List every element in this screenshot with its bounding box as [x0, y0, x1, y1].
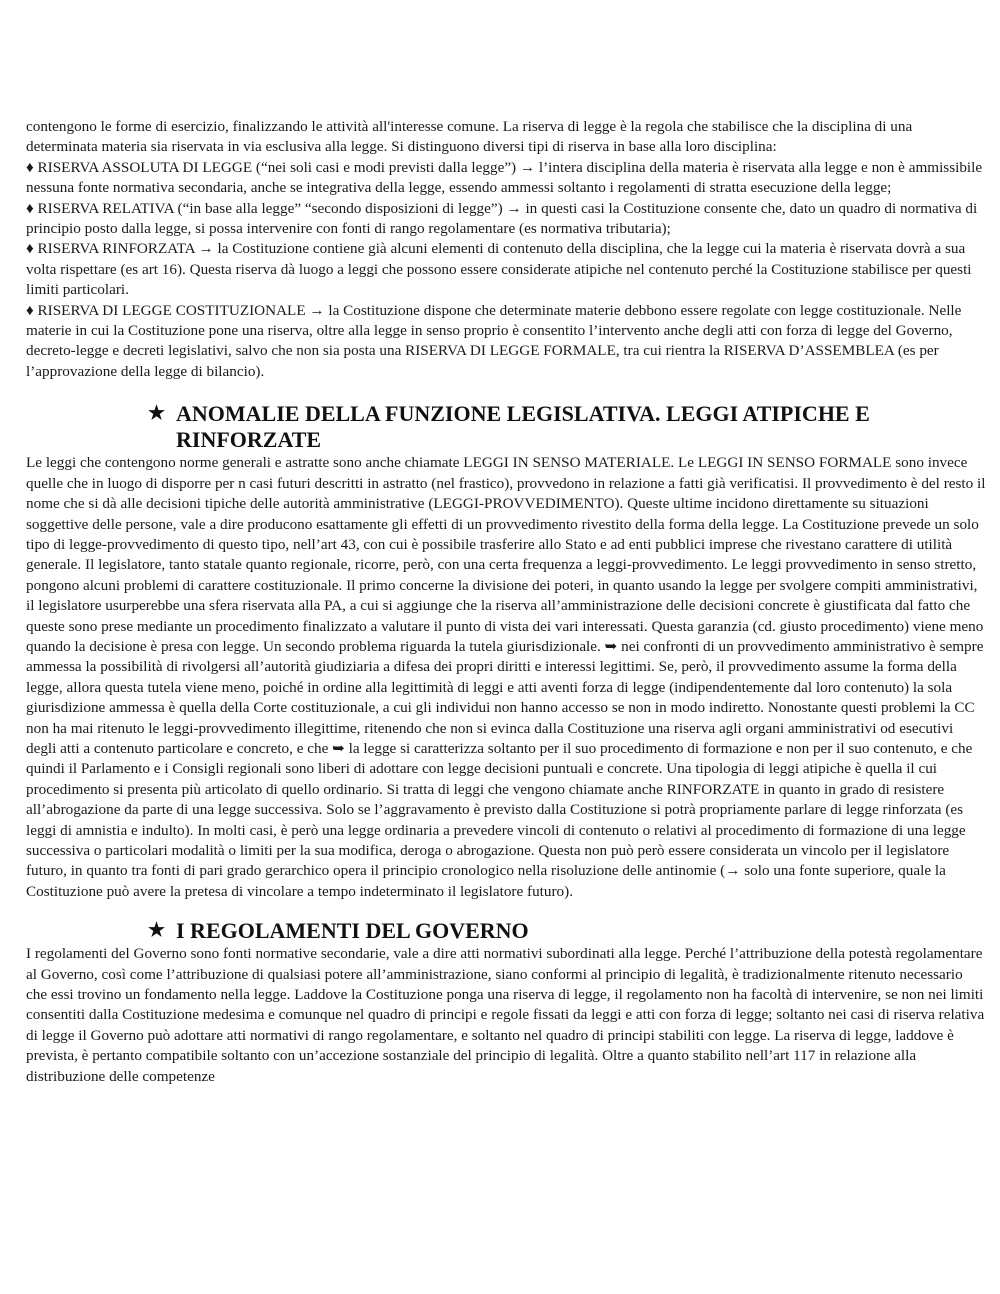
- document-page: [26, 117, 986, 1087]
- section-body-anomalie: Le leggi che contengono norme generali e astratte sono anche chiamate LEGGI IN SENSO MATERIALE. Le LEGGI IN SENSO FORMALE sono invece quelle che in luogo di disporre per n casi futuri descritti in astratto (nel frastico), provvedono in relazione a fatti già verificatisi. Il provvedimento è del resto il nome che si dà alle decisioni tipiche delle autorità amministrative (LEGGI-PROVVEDIMENTO). Queste ultime incidono direttamente su situazioni soggettive delle persone, vale a dire producono esattamente gli effetti di un provvedimento rivestito della forma della legge. La Costituzione prevede un solo tipo di legge-provvedimento di questo tipo, nell’art 43, con cui è possibile trasferire allo Stato e ad enti pubblici imprese che rivestano carattere di utilità generale. Il legislatore, tanto statale quanto regionale, ricorre, però, con una certa frequenza a leggi-provvedimento. Le leggi provvedimento in senso stretto, pongono alcuni problemi di carattere costituzionale. Il primo concerne la divisione dei poteri, in quanto usando la legge per svolgere compiti amministrativi, il legislatore usurperebbe una sfera riservata alla PA, a cui si aggiunge che la riserva all’amministrazione delle decisioni concrete è giustificata dal fatto che queste sono prese mediante un procedimento finalizzato a valutare il punto di vista dei vari interessati. Questa garanzia (cd. giusto procedimento) viene meno quando la decisione è presa con legge. Un secondo problema riguarda la tutela giurisdizionale. ➥ nei confronti di un provvedimento amministrativo è sempre ammessa la possibilità di rivolgersi all’autorità giudiziaria a difesa dei propri diritti e interessi legittimi. Se, però, il provvedimento assume la forma della legge, allora questa tutela viene meno, poiché in ordine alla legittimità di leggi e atti aventi forza di legge (indipendentemente dal loro contenuto) la sola giurisdizione ammessa è quella della Corte costituzionale, a cui gli individui non hanno accesso se non in modo indiretto. Nonostante questi problemi la CC non ha mai ritenuto le leggi-provvedimento illegittime, ritenendo che non si evinca dalla Costituzione una riserva agli organi amministrativi od esecutivi degli atti a contenuto particolare e concreto, e che ➥ la legge si caratterizza soltanto per il suo procedimento di formazione e non per il suo contenuto, e che quindi il Parlamento e i Consigli regionali sono liberi di adottare con legge decisioni puntuali e concrete. Una tipologia di leggi atipiche è quella il cui procedimento si presenta più articolato di quello ordinario. Si tratta di leggi che vengono chiamate anche RINFORZATE in quanto in grado di resistere all’abrogazione da parte di una legge successiva. Solo se l’aggravamento è previsto dalla Costituzione si potrà propriamente parlare di legge rinforzata (es leggi di amnistia e indulto). In molti casi, è però una legge ordinaria a prevedere vincoli di contenuto o relativi al procedimento di formazione di una legge successiva o particolari modalità o limiti per la sua modifica, deroga o abrogazione. Questa non può però essere considerata un vincolo per il legislatore futuro, in quanto tra fonti di pari grado gerarchico opera il principio cronologico nella risoluzione delle antinomie (→ solo una fonte superiore, quale la Costituzione può avere la pretesa di vincolare a tempo indeterminato il legislatore futuro).: [26, 454, 986, 900]
- section-body-regolamenti: I regolamenti del Governo sono fonti normative secondarie, vale a dire atti normativi subordinati alla legge. Perché l’attribuzione della potestà regolamentare al Governo, così come l’attribuzione di qualsiasi potere all’amministrazione, siano conformi al principio di legalità, è tradizionalmente ritenuto necessario che essi trovino un fondamento nella legge. Laddove la Costituzione ponga una riserva di legge, il regolamento non ha facoltà di intervenire, se non nei limiti consentiti dalla Costituzione medesima e comunque nel quadro di principi e regole fissati da leggi e atti con forza di legge; soltanto nei casi di riserva relativa di legge il Governo può adottare atti normativi di rango regolamentare, e soltanto nel quadro di principi stabiliti con legge. La riserva di legge, laddove è prevista, è pertanto compatibile soltanto con un’accezione sostanziale del principio di legalità. Oltre a quanto stabilito nell’art 117 in relazione alla distribuzione delle competenze: [26, 945, 985, 1085]
- section-title: I REGOLAMENTI DEL GOVERNO: [176, 918, 529, 944]
- riserva-rinforzata-item: ♦ RISERVA RINFORZATA → la Costituzione contiene già alcuni elementi di contenuto della disciplina, che la legge cui la materia è riservata dovrà a sua volta rispettare (es art 16). Questa riserva dà luogo a leggi che possono essere considerate atipiche nel contenuto perché la Costituzione stabilisce per questi limiti particolari.: [26, 240, 972, 299]
- star-icon: ★: [148, 403, 166, 425]
- riserva-relativa-item: ♦ RISERVA RELATIVA (“in base alla legge” “secondo disposizioni di legge”) → in questi casi la Costituzione consente che, dato un quadro di normativa di principio posto dalla legge, si possa intervenire con fonti di rango regolamentare (es normativa tributaria);: [26, 199, 978, 238]
- riserva-assoluta-item: ♦ RISERVA ASSOLUTA DI LEGGE (“nei soli casi e modi previsti dalla legge”) → l’intera disciplina della materia è riservata alla legge e non è ammissibile nessuna fonte normativa secondaria, anche se integrativa della legge, essendo ammessi soltanto i regolamenti di stratta esecuzione della legge;: [26, 158, 983, 197]
- star-icon: ★: [148, 920, 166, 942]
- section-heading-regolamenti: [26, 918, 986, 944]
- section-title: ANOMALIE DELLA FUNZIONE LEGISLATIVA. LEGGI ATIPICHE E RINFORZATE: [176, 401, 870, 453]
- section-heading-anomalie: [26, 401, 986, 453]
- intro-paragraph: contengono le forme di esercizio, finalizzando le attività all'interesse comune. La riserva di legge è la regola che stabilisce che la disciplina di una determinata materia sia riservata in via esclusiva alla legge. Si distinguono diversi tipi di riserva in base alla loro disciplina:: [26, 118, 913, 156]
- riserva-costituzionale-item: ♦ RISERVA DI LEGGE COSTITUZIONALE → la Costituzione dispone che determinate materie debbono essere regolate con legge costituzionale. Nelle materie in cui la Costituzione pone una riserva, oltre alla legge in senso proprio è consentito l’intervento anche degli atti con forza di legge del Governo, decreto-legge e decreti legislativi, salvo che non sia posta una RISERVA DI LEGGE FORMALE, tra cui rientra la RISERVA D’ASSEMBLEA (es per l’approvazione della legge di bilancio).: [26, 301, 962, 380]
